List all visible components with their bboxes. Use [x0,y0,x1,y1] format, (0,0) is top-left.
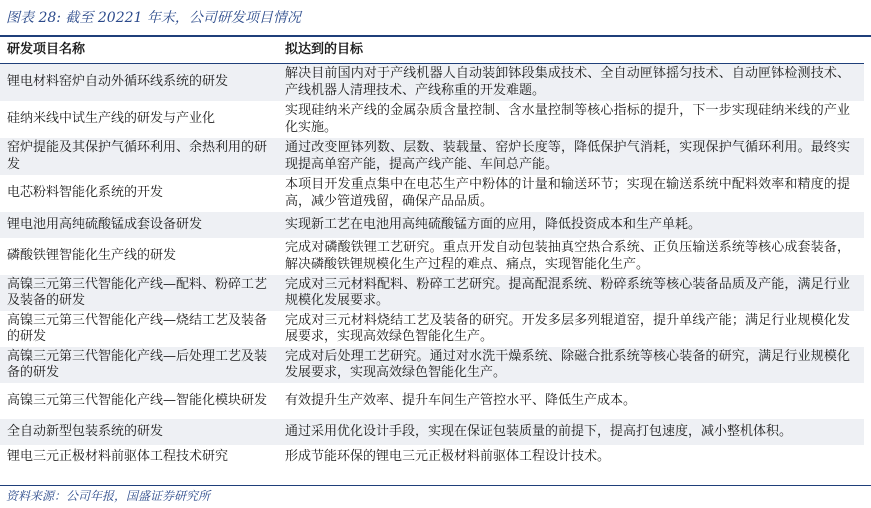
project-goal-cell: 解决目前国内对于产线机器人自动装卸钵段集成技术、全自动匣钵摇匀技术、自动匣钵检测技术、产线机器人清理技术、产线称重的开发难题。 [278,64,864,102]
column-header-project-name: 研发项目名称 [0,37,278,64]
project-name-cell: 锂电三元正极材料前驱体工程技术研究 [0,445,278,469]
project-goal-cell: 完成对磷酸铁锂工艺研究。重点开发自动包装抽真空热合系统、正负压输送系统等核心成套装备，解决磷酸铁锂规模化生产过程的难点、痛点，实现智能化生产。 [278,238,864,275]
project-name-cell: 全自动新型包装系统的研发 [0,419,278,445]
figure-caption: 图表 28: 截至 20221 年末，公司研发项目情况 [6,10,301,26]
project-goal-cell: 完成对三元材料烧结工艺及装备的研究。开发多层多列辊道窑，提升单线产能；满足行业规模化发展要求，实现高效绿色智能化生产。 [278,311,864,347]
project-goal-cell: 通过采用优化设计手段，实现在保证包装质量的前提下，提高打包速度，减小整机体积。 [278,419,864,445]
table-row [0,311,864,347]
footer-rule [0,485,871,486]
table-row [0,101,864,138]
table-row [0,238,864,275]
project-name-cell: 高镍三元第三代智能化产线—后处理工艺及装备的研发 [0,347,278,383]
project-goal-cell: 形成节能环保的锂电三元正极材料前驱体工程设计技术。 [278,445,864,469]
project-name-cell: 电芯粉料智能化系统的开发 [0,175,278,212]
project-name-cell: 硅纳米线中试生产线的研发与产业化 [0,101,278,138]
project-name-cell: 锂电池用高纯硫酸锰成套设备研发 [0,212,278,238]
project-name-cell: 高镍三元第三代智能化产线—智能化模块研发 [0,383,278,419]
project-goal-cell: 完成对三元材料配料、粉碎工艺研究。提高配混系统、粉碎系统等核心装备品质及产能，满足行业规模化发展要求。 [278,275,864,311]
project-goal-cell: 实现硅纳米产线的金属杂质含量控制、含水量控制等核心指标的提升，下一步实现硅纳米线的产业化实施。 [278,101,864,138]
table-row [0,275,864,311]
project-name-cell: 高镍三元第三代智能化产线—烧结工艺及装备的研发 [0,311,278,347]
project-name-cell: 磷酸铁锂智能化生产线的研发 [0,238,278,275]
table-row [0,419,864,445]
column-header-target-goal: 拟达到的目标 [278,37,864,64]
project-goal-cell: 实现新工艺在电池用高纯硫酸锰方面的应用，降低投资成本和生产单耗。 [278,212,864,238]
project-goal-cell: 通过改变匣钵列数、层数、装载量、窑炉长度等，降低保护气消耗，实现保护气循环利用。最终实现提高单窑产能，提高产线产能、车间总产能。 [278,138,864,175]
table-row [0,64,864,102]
project-name-cell: 窑炉提能及其保护气循环利用、余热利用的研发 [0,138,278,175]
table-row [0,383,864,419]
source-note: 资料来源：公司年报，国盛证券研究所 [6,489,211,503]
table-row [0,212,864,238]
project-goal-cell: 完成对后处理工艺研究。通过对水洗干燥系统、除磁合批系统等核心装备的研究，满足行业规模化发展要求，实现高效绿色智能化生产。 [278,347,864,383]
rd-projects-table [0,37,864,469]
table-row [0,347,864,383]
table-header-row [0,37,864,64]
table-row [0,445,864,469]
table-row [0,175,864,212]
table-row [0,138,864,175]
project-name-cell: 高镍三元第三代智能化产线—配料、粉碎工艺及装备的研发 [0,275,278,311]
project-name-cell: 锂电材料窑炉自动外循环线系统的研发 [0,64,278,102]
project-goal-cell: 有效提升生产效率、提升车间生产管控水平、降低生产成本。 [278,383,864,419]
project-goal-cell: 本项目开发重点集中在电芯生产中粉体的计量和输送环节；实现在输送系统中配料效率和精度的提高，减少管道残留，确保产品品质。 [278,175,864,212]
